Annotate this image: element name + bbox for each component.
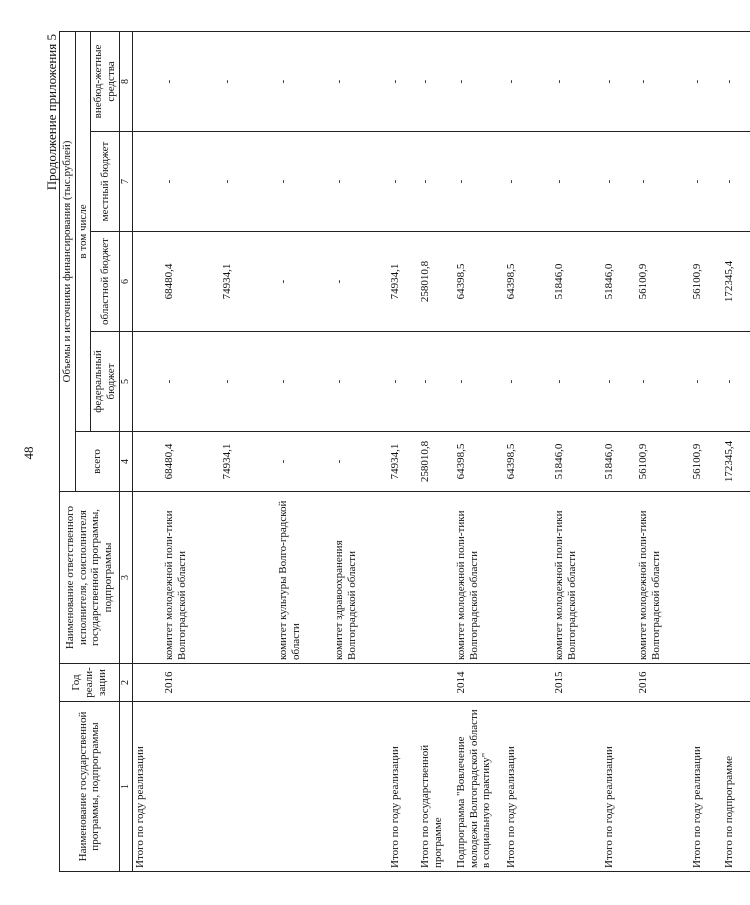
year-cell: [504, 664, 552, 702]
program-cell: [332, 702, 388, 872]
extra-cell: -: [552, 31, 602, 131]
executor-cell: [220, 492, 276, 664]
table-row: [388, 31, 418, 871]
regional-cell: 68480,4: [162, 232, 220, 332]
total-cell: 74934,1: [388, 432, 418, 492]
funding-table: [59, 31, 750, 872]
extra-cell: -: [388, 31, 418, 131]
local-cell: -: [454, 132, 504, 232]
regional-cell: 64398,5: [454, 232, 504, 332]
year-cell: [418, 664, 454, 702]
header-program: Наименование государственной программы, подпрограммы: [60, 702, 120, 872]
program-cell: Подпрограмма "Вовлечение молодежи Волгоградской области в социальную практику": [454, 702, 504, 872]
table-row: [454, 31, 504, 871]
header-local: местный бюджет: [91, 132, 119, 232]
local-cell: -: [332, 132, 388, 232]
table-row: [690, 31, 722, 871]
local-cell: -: [636, 132, 690, 232]
header-total: всего: [75, 432, 119, 492]
total-cell: 56100,9: [636, 432, 690, 492]
total-cell: 51846,0: [602, 432, 636, 492]
year-cell: [690, 664, 722, 702]
total-cell: 64398,5: [504, 432, 552, 492]
local-cell: -: [162, 132, 220, 232]
year-cell: 2015: [552, 664, 602, 702]
extra-cell: -: [602, 31, 636, 131]
total-cell: 64398,5: [454, 432, 504, 492]
table-row: [220, 31, 276, 871]
column-number: 3: [119, 492, 132, 664]
regional-cell: 64398,5: [504, 232, 552, 332]
header-regional: областной бюджет: [91, 232, 119, 332]
regional-cell: 56100,9: [690, 232, 722, 332]
executor-cell: комитет молодежной поли-тики Волгоградской области: [636, 492, 690, 664]
program-cell: [162, 702, 220, 872]
program-cell: Итого по году реализации: [388, 702, 418, 872]
regional-cell: 51846,0: [552, 232, 602, 332]
executor-cell: [388, 492, 418, 664]
regional-cell: -: [276, 232, 332, 332]
federal-cell: -: [332, 332, 388, 432]
year-cell: [220, 664, 276, 702]
local-cell: -: [276, 132, 332, 232]
year-cell: 2014: [454, 664, 504, 702]
program-cell: Итого по подпрограмме: [722, 702, 750, 872]
federal-cell: -: [276, 332, 332, 432]
year-cell: [332, 664, 388, 702]
program-cell: [552, 702, 602, 872]
executor-cell: комитет молодежной поли-тики Волгоградской области: [162, 492, 220, 664]
year-cell: [132, 664, 162, 702]
column-number: 5: [119, 332, 132, 432]
regional-cell: -: [332, 232, 388, 332]
federal-cell: -: [162, 332, 220, 432]
table-row: [162, 31, 220, 871]
header-funding: Объемы и источники финансирования (тыс.рублей): [60, 31, 76, 491]
federal-cell: -: [636, 332, 690, 432]
regional-cell: 74934,1: [220, 232, 276, 332]
year-cell: [722, 664, 750, 702]
program-cell: [276, 702, 332, 872]
total-cell: -: [332, 432, 388, 492]
table-row: [276, 31, 332, 871]
column-number: 4: [119, 432, 132, 492]
header-including: в том числе: [75, 31, 91, 431]
column-number: 6: [119, 232, 132, 332]
extra-cell: -: [276, 31, 332, 131]
local-cell: -: [504, 132, 552, 232]
federal-cell: -: [552, 332, 602, 432]
column-number: 1: [119, 702, 132, 872]
header-federal: федеральный бюджет: [91, 332, 119, 432]
executor-cell: [418, 492, 454, 664]
header-extra: внебюд-жетные средства: [91, 31, 119, 131]
local-cell: -: [418, 132, 454, 232]
header-year: Год реали-зации: [60, 664, 120, 702]
executor-cell: [690, 492, 722, 664]
regional-cell: 74934,1: [388, 232, 418, 332]
extra-cell: -: [162, 31, 220, 131]
program-cell: [636, 702, 690, 872]
federal-cell: -: [504, 332, 552, 432]
executor-cell: комитет молодежной поли-тики Волгоградской области: [552, 492, 602, 664]
regional-cell: 56100,9: [636, 232, 690, 332]
year-cell: 2016: [636, 664, 690, 702]
continuation-label: Продолжение приложения 5: [44, 34, 59, 191]
extra-cell: -: [636, 31, 690, 131]
table-row: [722, 31, 750, 871]
local-cell: -: [602, 132, 636, 232]
rotated-page-content: [42, 32, 736, 872]
federal-cell: -: [388, 332, 418, 432]
program-cell: [220, 702, 276, 872]
total-cell: 51846,0: [552, 432, 602, 492]
regional-cell: 258010,8: [418, 232, 454, 332]
local-cell: -: [220, 132, 276, 232]
executor-cell: [722, 492, 750, 664]
program-cell: Итого по году реализации: [602, 702, 636, 872]
executor-cell: комитет здравоохранения Волгоградской области: [332, 492, 388, 664]
regional-cell: 51846,0: [602, 232, 636, 332]
extra-cell: [132, 31, 162, 131]
federal-cell: -: [454, 332, 504, 432]
local-cell: -: [722, 132, 750, 232]
header-executor: Наименование ответственного исполнителя, соисполнителя государственной программы, подпрограммы: [60, 492, 120, 664]
table-row: [418, 31, 454, 871]
total-cell: 68480,4: [162, 432, 220, 492]
executor-cell: [132, 492, 162, 664]
executor-cell: комитет молодежной поли-тики Волгоградской области: [454, 492, 504, 664]
total-cell: -: [276, 432, 332, 492]
extra-cell: -: [690, 31, 722, 131]
extra-cell: -: [454, 31, 504, 131]
extra-cell: -: [722, 31, 750, 131]
extra-cell: -: [504, 31, 552, 131]
federal-cell: -: [220, 332, 276, 432]
program-cell: Итого по году реализации: [690, 702, 722, 872]
year-cell: [388, 664, 418, 702]
federal-cell: -: [418, 332, 454, 432]
program-cell: Итого по государственной программе: [418, 702, 454, 872]
table-row: [636, 31, 690, 871]
year-cell: [602, 664, 636, 702]
total-cell: 56100,9: [690, 432, 722, 492]
extra-cell: -: [418, 31, 454, 131]
column-number: 7: [119, 132, 132, 232]
federal-cell: -: [602, 332, 636, 432]
total-cell: 74934,1: [220, 432, 276, 492]
federal-cell: -: [690, 332, 722, 432]
table-row: [132, 31, 162, 871]
local-cell: -: [552, 132, 602, 232]
local-cell: [132, 132, 162, 232]
regional-cell: [132, 232, 162, 332]
table-row: [504, 31, 552, 871]
table-row: [552, 31, 602, 871]
executor-cell: [504, 492, 552, 664]
program-cell: Итого по году реализации: [504, 702, 552, 872]
federal-cell: -: [722, 332, 750, 432]
page-number: 48: [21, 446, 36, 460]
total-cell: 258010,8: [418, 432, 454, 492]
local-cell: -: [388, 132, 418, 232]
column-number-row: [119, 31, 132, 871]
total-cell: [132, 432, 162, 492]
extra-cell: -: [332, 31, 388, 131]
local-cell: -: [690, 132, 722, 232]
year-cell: 2016: [162, 664, 220, 702]
executor-cell: [602, 492, 636, 664]
total-cell: 172345,4: [722, 432, 750, 492]
extra-cell: -: [220, 31, 276, 131]
table-row: [332, 31, 388, 871]
table-row: [602, 31, 636, 871]
column-number: 2: [119, 664, 132, 702]
executor-cell: комитет культуры Волго-градской области: [276, 492, 332, 664]
federal-cell: [132, 332, 162, 432]
program-cell: Итого по году реализации: [132, 702, 162, 872]
column-number: 8: [119, 31, 132, 131]
regional-cell: 172345,4: [722, 232, 750, 332]
year-cell: [276, 664, 332, 702]
